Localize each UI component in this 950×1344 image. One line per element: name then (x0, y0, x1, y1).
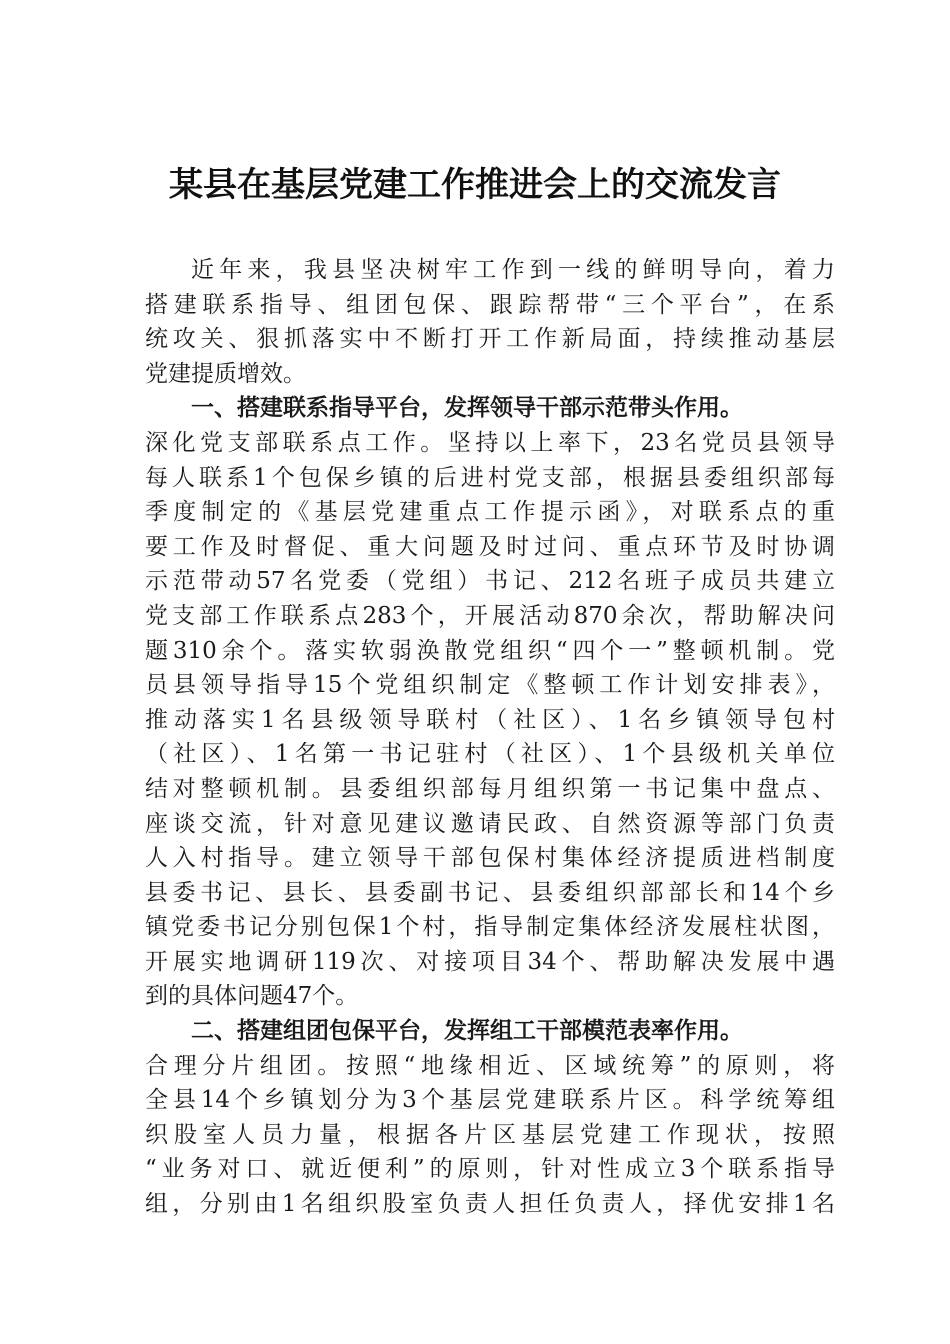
body-text-line: 统攻关、狠抓落实中不断打开工作新局面，持续推动基层 (145, 326, 835, 353)
body-text-line: 全县14个乡镇划分为3个基层党建联系片区。科学统筹组 (145, 1087, 835, 1114)
section-heading-line: 一、搭建联系指导平台，发挥领导干部示范带头作用。 (191, 394, 743, 422)
body-text-line: 推动落实1名县级领导联村（社区）、1名乡镇领导包村 (145, 706, 835, 733)
document-body (145, 253, 835, 1222)
body-text-line: 人入村指导。建立领导干部包保村集体经济提质进档制度 (145, 845, 835, 872)
body-text-line: 到的具体问题47个。 (145, 983, 359, 1010)
body-text-line: 员县领导指导15个党组织制定《整顿工作计划安排表》， (145, 672, 835, 699)
body-text-line: 示范带动57名党委（党组）书记、212名班子成员共建立 (145, 568, 835, 595)
body-text-line: 合理分片组团。按照“地缘相近、区域统筹”的原则，将 (145, 1052, 835, 1079)
body-text-line: 季度制定的《基层党建重点工作提示函》，对联系点的重 (145, 499, 835, 526)
body-text-line: “业务对口、就近便利”的原则，针对性成立3个联系指导 (145, 1156, 835, 1183)
body-text-line: 要工作及时督促、重大问题及时过问、重点环节及时协调 (145, 533, 835, 560)
body-text-line: 组，分别由1名组织股室负责人担任负责人，择优安排1名 (145, 1191, 835, 1218)
body-text-line: 党建提质增效。 (145, 360, 306, 387)
body-text-line: 座谈交流，针对意见建议邀请民政、自然资源等部门负责 (145, 810, 835, 837)
body-text-line: 深化党支部联系点工作。坚持以上率下，23名党员县领导 (145, 429, 835, 456)
body-text-line: 织股室人员力量，根据各片区基层党建工作现状，按照 (145, 1121, 835, 1148)
body-text-line: 结对整顿机制。县委组织部每月组织第一书记集中盘点、 (145, 775, 835, 802)
body-text-line: 搭建联系指导、组团包保、跟踪帮带“三个平台”，在系 (145, 291, 835, 318)
body-text-line: 党支部工作联系点283个，开展活动870余次，帮助解决问 (145, 602, 835, 629)
body-text-line: 近年来，我县坚决树牢工作到一线的鲜明导向，着力 (191, 257, 835, 283)
section-heading-line: 二、搭建组团包保平台，发挥组工干部模范表率作用。 (191, 1017, 743, 1045)
document-title: 某县在基层党建工作推进会上的交流发言 (169, 165, 781, 205)
body-text-line: 县委书记、县长、县委副书记、县委组织部部长和14个乡 (145, 879, 835, 906)
body-text-line: 每人联系1个包保乡镇的后进村党支部，根据县委组织部每 (145, 464, 835, 491)
body-text-line: 开展实地调研119次、对接项目34个、帮助解决发展中遇 (145, 948, 835, 975)
body-text-line: （社区）、1名第一书记驻村（社区）、1个县级机关单位 (145, 741, 835, 768)
body-text-line: 题310余个。落实软弱涣散党组织“四个一”整顿机制。党 (145, 637, 835, 664)
body-text-line: 镇党委书记分别包保1个村，指导制定集体经济发展柱状图， (145, 914, 835, 941)
